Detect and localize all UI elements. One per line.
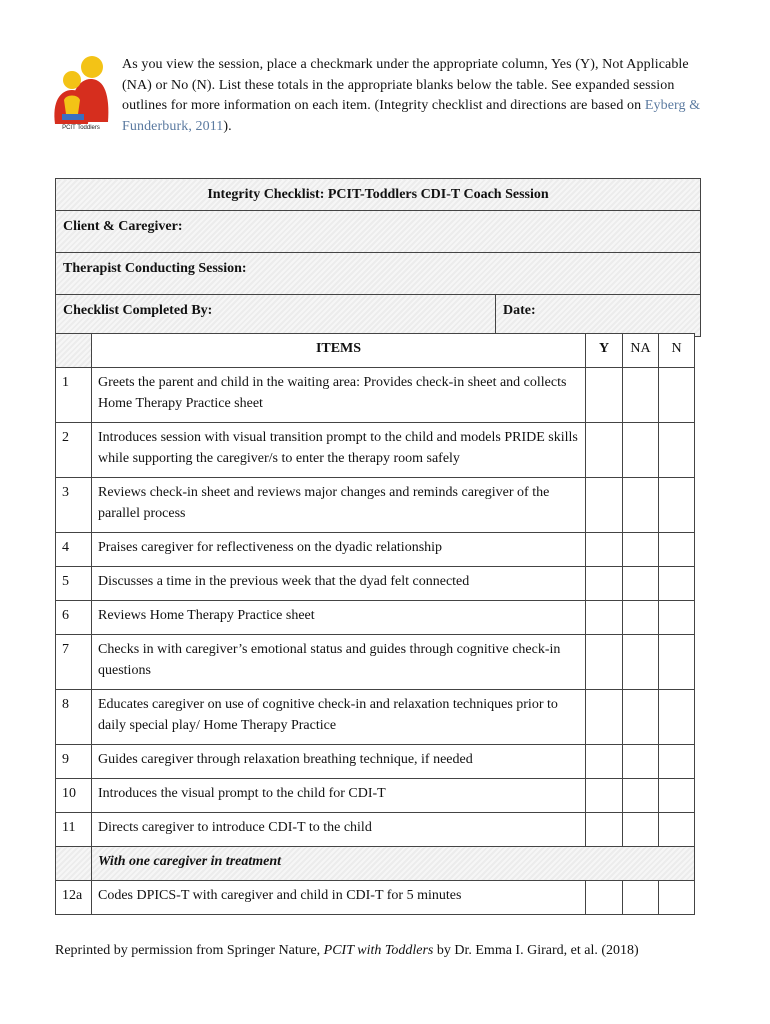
item-text: Greets the parent and child in the waiting area: Provides check-in sheet and collects Home Therapy Practice sheet (92, 368, 586, 423)
table-row (56, 690, 695, 745)
svg-text:PCIT Toddlers: PCIT Toddlers (62, 125, 100, 130)
item-number: 9 (56, 745, 92, 779)
checkbox-cell-y[interactable] (586, 813, 623, 847)
instructions-end: ). (223, 118, 232, 134)
checkbox-cell-y[interactable] (586, 881, 623, 915)
checkbox-cell-y[interactable] (586, 635, 623, 690)
checkbox-cell-na[interactable] (623, 601, 659, 635)
item-text: Reviews check-in sheet and reviews major changes and reminds caregiver of the parallel process (92, 478, 586, 533)
table-row (56, 745, 695, 779)
instructions-paragraph (122, 55, 712, 137)
checkbox-cell-na[interactable] (623, 368, 659, 423)
date-label: Date: (503, 303, 536, 318)
checkbox-cell-na[interactable] (623, 779, 659, 813)
checklist-items-table (55, 333, 695, 915)
col-y-header: Y (586, 334, 623, 368)
item-text: Directs caregiver to introduce CDI-T to the child (92, 813, 586, 847)
checkbox-cell-y[interactable] (586, 779, 623, 813)
item-text: Introduces the visual prompt to the child for CDI-T (92, 779, 586, 813)
item-text: Checks in with caregiver’s emotional status and guides through cognitive check-in questions (92, 635, 586, 690)
num-header (56, 334, 92, 368)
table-row (56, 423, 695, 478)
checkbox-cell-na[interactable] (623, 813, 659, 847)
table-row (56, 813, 695, 847)
checkbox-cell-y[interactable] (586, 567, 623, 601)
item-number: 1 (56, 368, 92, 423)
item-number: 12a (56, 881, 92, 915)
checkbox-cell-n[interactable] (659, 368, 695, 423)
items-header: ITEMS (92, 334, 586, 368)
checkbox-cell-n[interactable] (659, 423, 695, 478)
item-number: 6 (56, 601, 92, 635)
checkbox-cell-y[interactable] (586, 745, 623, 779)
permission-footer (55, 943, 715, 959)
item-number: 3 (56, 478, 92, 533)
therapist-label: Therapist Conducting Session: (63, 261, 247, 276)
checkbox-cell-y[interactable] (586, 601, 623, 635)
table-row (56, 635, 695, 690)
checkbox-cell-n[interactable] (659, 533, 695, 567)
checkbox-cell-na[interactable] (623, 478, 659, 533)
item-number: 10 (56, 779, 92, 813)
checkbox-cell-n[interactable] (659, 690, 695, 745)
table-row (56, 601, 695, 635)
completed-by-label: Checklist Completed By: (63, 303, 213, 318)
col-na-header: NA (623, 334, 659, 368)
table-row (56, 779, 695, 813)
checkbox-cell-n[interactable] (659, 478, 695, 533)
item-number: 2 (56, 423, 92, 478)
checkbox-cell-y[interactable] (586, 368, 623, 423)
item-text: Reviews Home Therapy Practice sheet (92, 601, 586, 635)
section-row (56, 847, 695, 881)
item-number: 11 (56, 813, 92, 847)
item-text: Discusses a time in the previous week that the dyad felt connected (92, 567, 586, 601)
table-row (56, 478, 695, 533)
item-text: Introduces session with visual transition prompt to the child and models PRIDE skills while supporting the caregiver/s to enter the therapy room safely (92, 423, 586, 478)
item-text: Codes DPICS-T with caregiver and child in CDI-T for 5 minutes (92, 881, 586, 915)
section-label: With one caregiver in treatment (92, 847, 695, 881)
session-info-table (55, 178, 701, 337)
checkbox-cell-na[interactable] (623, 533, 659, 567)
checkbox-cell-n[interactable] (659, 813, 695, 847)
item-number: 7 (56, 635, 92, 690)
checkbox-cell-n[interactable] (659, 745, 695, 779)
checkbox-cell-y[interactable] (586, 533, 623, 567)
checkbox-cell-y[interactable] (586, 423, 623, 478)
footer-prefix: Reprinted by permission from Springer Nature, (55, 943, 324, 958)
footer-suffix: by Dr. Emma I. Girard, et al. (2018) (433, 943, 639, 958)
checkbox-cell-y[interactable] (586, 690, 623, 745)
checkbox-cell-y[interactable] (586, 478, 623, 533)
item-number: 8 (56, 690, 92, 745)
instructions-text: As you view the session, place a checkmark under the appropriate column, Yes (Y), Not Applicable (NA) or No (N). List these totals in the appropriate blanks below the table. See expanded session outlines for more information on each item. (Integrity checklist and directions are based on (122, 57, 689, 113)
checklist-title: Integrity Checklist: PCIT-Toddlers CDI-T Coach Session (56, 179, 701, 211)
table-row (56, 368, 695, 423)
item-text: Guides caregiver through relaxation breathing technique, if needed (92, 745, 586, 779)
checkbox-cell-na[interactable] (623, 567, 659, 601)
checkbox-cell-na[interactable] (623, 745, 659, 779)
date-field[interactable] (496, 295, 701, 337)
checkbox-cell-na[interactable] (623, 635, 659, 690)
checkbox-cell-n[interactable] (659, 779, 695, 813)
checkbox-cell-n[interactable] (659, 601, 695, 635)
item-text: Praises caregiver for reflectiveness on the dyadic relationship (92, 533, 586, 567)
item-number: 5 (56, 567, 92, 601)
item-text: Educates caregiver on use of cognitive check-in and relaxation techniques prior to daily special play/ Home Therapy Practice (92, 690, 586, 745)
checkbox-cell-n[interactable] (659, 567, 695, 601)
completed-by-field[interactable] (56, 295, 496, 337)
table-row (56, 533, 695, 567)
checkbox-cell-n[interactable] (659, 635, 695, 690)
section-spacer (56, 847, 92, 881)
table-row (56, 881, 695, 915)
checkbox-cell-na[interactable] (623, 690, 659, 745)
client-caregiver-field[interactable] (56, 211, 701, 253)
col-n-header: N (659, 334, 695, 368)
checkbox-cell-na[interactable] (623, 881, 659, 915)
client-caregiver-label: Client & Caregiver: (63, 219, 183, 234)
therapist-field[interactable] (56, 253, 701, 295)
table-row (56, 567, 695, 601)
pcit-toddlers-logo (50, 52, 112, 130)
item-number: 4 (56, 533, 92, 567)
checkbox-cell-n[interactable] (659, 881, 695, 915)
citation-link[interactable]: Eyberg & Funderburk, 2011 (122, 98, 701, 134)
checkbox-cell-na[interactable] (623, 423, 659, 478)
footer-book-title: PCIT with Toddlers (323, 943, 434, 958)
